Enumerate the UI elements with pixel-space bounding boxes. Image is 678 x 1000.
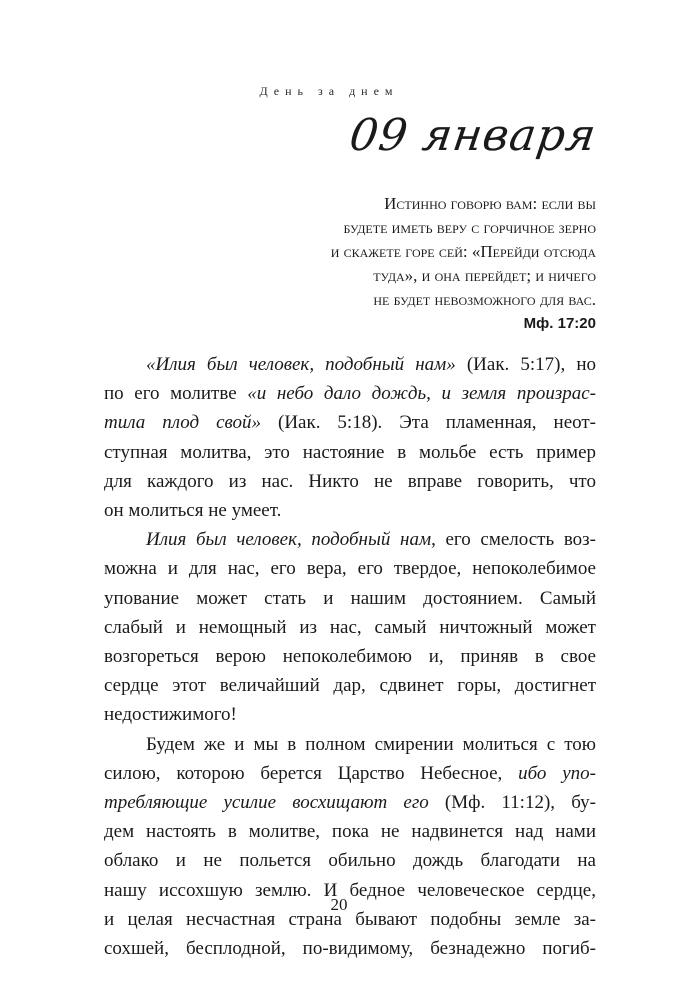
- text-run: (Иак. 5:17), но: [455, 354, 596, 375]
- body-line: [104, 759, 596, 788]
- running-head: День за днем: [259, 84, 399, 98]
- italic-quote: тила плод свой»: [104, 412, 262, 434]
- body-line: для каждого из нас. Никто не вправе говорить, что: [104, 470, 596, 492]
- body-line: недостижимого!: [104, 704, 237, 726]
- epigraph: [236, 192, 596, 336]
- body-line: [104, 788, 596, 817]
- epigraph-reference: Мф. 17:20: [523, 315, 596, 332]
- text-run: по его молитве: [104, 383, 248, 405]
- body-line: дем настоять в молитве, пока не надвинется над нами: [104, 821, 596, 843]
- body-line: сохшей, бесплодной, по-видимому, безнадежно погиб-: [104, 938, 596, 960]
- epigraph-line: будете иметь веру с горчичное зерно: [343, 218, 596, 237]
- text-run: (Мф. 11:12), бу-: [428, 792, 596, 814]
- body-line: Будем же и мы в полном смирении молиться с тою: [146, 733, 596, 755]
- epigraph-line: туда», и она перейдет; и ничего: [373, 266, 596, 285]
- body-line: возгореться верою непоколебимою и, приняв в свое: [104, 646, 596, 668]
- italic-quote: Илия был человек, подобный нам: [146, 529, 432, 551]
- body-line: [104, 350, 596, 379]
- body-text: [104, 350, 596, 963]
- body-line: облако и не польется обильно дождь благодати на: [104, 850, 596, 872]
- body-line: [104, 525, 596, 554]
- body-line: сердце этот величайший дар, сдвинет горы, достигнет: [104, 675, 596, 697]
- italic-quote: «и небо дало дождь, и земля произрас-: [247, 383, 596, 405]
- body-line: [104, 379, 596, 408]
- body-line: можна и для нас, его вера, его твердое, непоколебимое: [104, 558, 596, 580]
- body-line: ступная молитва, это настояние в мольбе есть пример: [104, 441, 596, 463]
- italic-quote: требляющие усилие восхищают его: [104, 792, 429, 814]
- text-run: , его смелость воз-: [431, 529, 596, 551]
- epigraph-line: Истинно говорю вам: если вы: [384, 194, 596, 213]
- body-line: нашу иссохшую землю. И бедное человеческое сердце,: [104, 879, 596, 901]
- italic-quote: ибо упо-: [518, 762, 596, 784]
- page-number: 20: [330, 895, 348, 914]
- epigraph-line: и скажете горе сей: «Перейди отсюда: [330, 242, 596, 261]
- epigraph-line: не будет невозможного для вас.: [373, 290, 596, 309]
- body-line: и целая несчастная страна бывают подобны земле за-: [104, 908, 596, 930]
- body-line: он молиться не умеет.: [104, 500, 282, 522]
- body-line: упование может стать и нашим достоянием. Самый: [104, 587, 596, 609]
- date-title: 09 января: [346, 110, 600, 161]
- italic-quote: «Илия был человек, подобный нам»: [146, 354, 456, 375]
- body-line: слабый и немощный из нас, самый ничтожный может: [104, 616, 596, 638]
- text-run: силою, которою берется Царство Небесное,: [104, 762, 519, 784]
- text-run: (Иак. 5:18). Эта пламенная, неот-: [261, 412, 597, 434]
- body-line: [104, 408, 596, 437]
